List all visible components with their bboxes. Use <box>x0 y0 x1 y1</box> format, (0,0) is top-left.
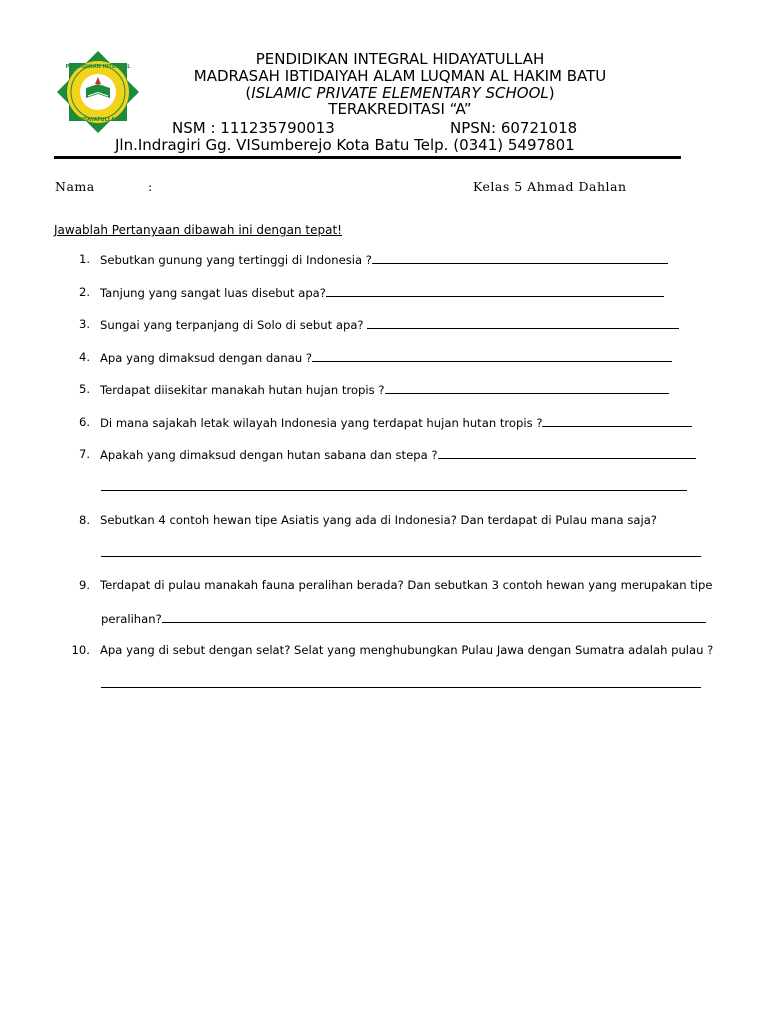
question-text: Apa yang dimaksud dengan danau ? <box>100 351 313 365</box>
nsm-number: NSM : 111235790013 <box>172 119 335 137</box>
name-colon: : <box>148 179 153 194</box>
answer-blank[interactable] <box>162 611 706 623</box>
question-text: Di mana sajakah letak wilayah Indonesia yang terdapat hujan hutan tropis ? <box>100 416 543 430</box>
school-address: Jln.Indragiri Gg. VISumberejo Kota Batu Telp. (0341) 5497801 <box>115 136 575 154</box>
header-line-1: PENDIDIKAN INTEGRAL HIDAYATULLAH <box>255 50 545 68</box>
npsn-number: NPSN: 60721018 <box>450 119 578 137</box>
question-number: 10. <box>71 643 90 657</box>
name-label: Nama <box>55 179 95 194</box>
header-line-3-italic: ISLAMIC PRIVATE ELEMENTARY SCHOOL <box>251 84 549 102</box>
question-text-continued: peralihan? <box>101 612 162 626</box>
question-text: Sebutkan 4 contoh hewan tipe Asiatis yang ada di Indonesia? Dan terdapat di Pulau mana saja? <box>100 513 657 527</box>
answer-blank[interactable] <box>312 350 672 362</box>
header-line-2: MADRASAH IBTIDAIYAH ALAM LUQMAN AL HAKIM BATU <box>193 67 607 85</box>
answer-line[interactable] <box>101 490 687 491</box>
question-number: 1. <box>78 252 90 266</box>
answer-blank[interactable] <box>438 447 696 459</box>
question-number: 6. <box>78 415 90 429</box>
question-number: 2. <box>78 285 90 299</box>
question-text: Terdapat diisekitar manakah hutan hujan tropis ? <box>100 383 385 397</box>
header-divider <box>54 156 681 159</box>
question-text: Apakah yang dimaksud dengan hutan sabana dan stepa ? <box>100 448 438 462</box>
header-line-3-close: ) <box>548 84 555 102</box>
header-line-4: TERAKREDITASI “A” <box>328 100 472 118</box>
answer-blank[interactable] <box>326 285 664 297</box>
question-number: 8. <box>78 513 90 527</box>
answer-blank[interactable] <box>367 317 679 329</box>
question-number: 5. <box>78 382 90 396</box>
logo-text-bottom: HIDAYATULLAH <box>76 117 120 123</box>
question-text: Tanjung yang sangat luas disebut apa? <box>100 286 326 300</box>
answer-line[interactable] <box>101 556 701 557</box>
question-number: 9. <box>78 578 90 592</box>
header-line-3-open: ( <box>245 84 252 102</box>
question-number: 4. <box>78 350 90 364</box>
answer-blank[interactable] <box>385 382 669 394</box>
question-9-continuation <box>101 611 706 626</box>
answer-line[interactable] <box>101 687 701 688</box>
answer-blank[interactable] <box>372 252 668 264</box>
instruction-heading: Jawablah Pertanyaan dibawah ini dengan tepat! <box>54 223 342 237</box>
question-text: Terdapat di pulau manakah fauna peralihan berada? Dan sebutkan 3 contoh hewan yang merupakan tipe <box>100 578 713 592</box>
answer-blank[interactable] <box>542 415 692 427</box>
question-text: Sungai yang terpanjang di Solo di sebut apa? <box>100 318 368 332</box>
question-number: 7. <box>78 447 90 461</box>
question-number: 3. <box>78 317 90 331</box>
question-text: Sebutkan gunung yang tertinggi di Indonesia ? <box>100 253 372 267</box>
question-text: Apa yang di sebut dengan selat? Selat yang menghubungkan Pulau Jawa dengan Sumatra adalah pulau ? <box>100 643 714 657</box>
logo-text-top: PENDIDIKAN INTEGRAL <box>65 64 131 70</box>
class-label: Kelas 5 Ahmad Dahlan <box>473 179 627 194</box>
